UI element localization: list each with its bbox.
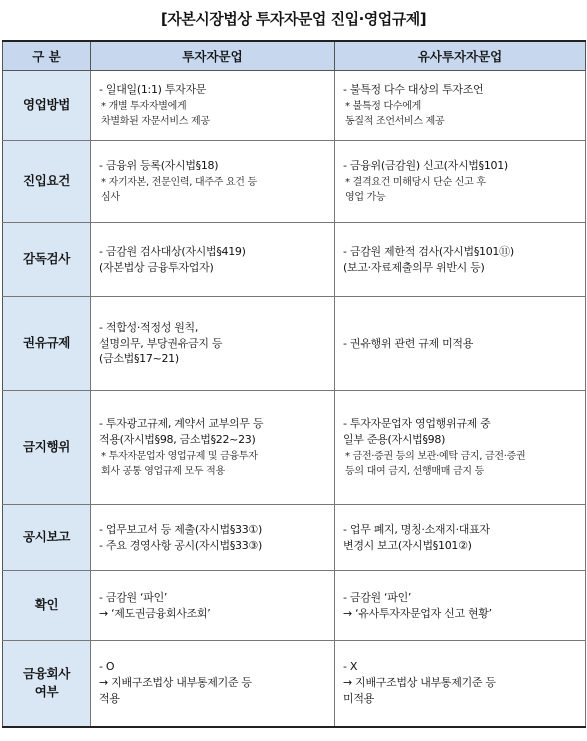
cell-line: (보고·자료제출의무 위반시 등) — [343, 260, 485, 274]
row-label — [3, 505, 91, 571]
cell-line: → ‘제도권금융회사조회’ — [99, 606, 211, 620]
cell-line: - O — [99, 660, 115, 674]
table-row — [3, 71, 586, 141]
row-label — [3, 71, 91, 141]
note-line: 차별화된 자문서비스 제공 — [101, 115, 210, 127]
cell-line: - 불특정 다수 대상의 투자조언 — [343, 82, 484, 96]
row-label — [3, 641, 91, 727]
cell-line: - 금융위(금감원) 신고(자시법§101) — [343, 158, 508, 172]
quasi-advisory-cell — [335, 505, 586, 571]
note-line: * 투자자문업자 영업규제 및 금융투자 — [101, 451, 258, 463]
row-label-text: 여부 — [34, 684, 59, 700]
regulation-table — [2, 40, 586, 728]
note-line: 심사 — [101, 191, 120, 203]
cell-line: 미적용 — [343, 692, 374, 706]
cell-note — [99, 100, 328, 129]
note-line: * 자기자본, 전문인력, 대주주 요건 등 — [101, 177, 257, 189]
cell-line: 적용(자시법§98, 금소법§22~23) — [99, 432, 256, 446]
header-category: 구 분 — [3, 41, 91, 71]
note-line: * 결격요건 미해당시 단순 신고 후 — [345, 177, 486, 189]
row-label-text: 확인 — [34, 597, 59, 613]
cell-line: - 업무 폐지, 명칭·소재지·대표자 — [343, 522, 490, 536]
row-label-text: 금지행위 — [22, 439, 71, 455]
cell-note — [99, 450, 328, 479]
advisory-cell — [91, 71, 335, 141]
cell-line: - 금감원 ‘파인’ — [343, 590, 412, 604]
row-label — [3, 391, 91, 505]
table-row — [3, 505, 586, 571]
cell-line: - 주요 경영사항 공시(자시법§33③) — [99, 538, 262, 552]
row-label — [3, 141, 91, 223]
cell-line: 일부 준용(자시법§98) — [343, 432, 446, 446]
cell-line: (금소법§17~21) — [99, 352, 179, 366]
table-row — [3, 223, 586, 297]
cell-note — [99, 176, 328, 205]
note-line: 등의 대여 금지, 선행매매 금지 등 — [345, 465, 484, 477]
cell-line: 변경시 보고(자시법§101②) — [343, 538, 472, 552]
row-label-text: 영업방법 — [22, 97, 71, 113]
row-label-text: 진입요건 — [22, 173, 71, 189]
cell-line: - 일대일(1:1) 투자자문 — [99, 82, 207, 96]
row-label-text: 감독검사 — [22, 251, 71, 267]
quasi-advisory-cell — [335, 223, 586, 297]
row-label — [3, 297, 91, 391]
cell-line: - X — [343, 660, 358, 674]
note-line: 영업 가능 — [345, 191, 386, 203]
page-title: [자본시장법상 투자자문업 진입·영업규제] — [160, 10, 427, 28]
cell-line: - 권유행위 관련 규제 미적용 — [343, 336, 474, 350]
table-row — [3, 141, 586, 223]
advisory-cell — [91, 297, 335, 391]
quasi-advisory-cell — [335, 641, 586, 727]
note-line: * 불특정 다수에게 — [345, 101, 421, 113]
table-row — [3, 297, 586, 391]
note-line: 회사 공통 영업규제 모두 적용 — [101, 465, 225, 477]
advisory-cell — [91, 391, 335, 505]
cell-line: - 금감원 검사대상(자시법§419) — [99, 244, 246, 258]
row-label-text: 금융회사 — [22, 666, 71, 682]
cell-line: → ‘유사투자자문업자 신고 현황’ — [343, 606, 492, 620]
quasi-advisory-cell — [335, 297, 586, 391]
cell-line: 설명의무, 부당권유금지 등 — [99, 336, 223, 350]
cell-line: - 투자자문업자 영업행위규제 중 — [343, 416, 491, 430]
cell-line: - 금감원 제한적 검사(자시법§101⑪) — [343, 244, 514, 258]
row-label — [3, 571, 91, 641]
cell-note — [343, 176, 579, 205]
header-advisory: 투자자문업 — [91, 41, 335, 71]
table-row — [3, 391, 586, 505]
row-label-text: 권유규제 — [22, 335, 71, 351]
advisory-cell — [91, 505, 335, 571]
cell-note — [343, 450, 579, 479]
table-body — [3, 71, 586, 727]
cell-line: - 금감원 ‘파인’ — [99, 590, 168, 604]
table-row — [3, 571, 586, 641]
cell-line: (자본법상 금융투자업자) — [99, 260, 214, 274]
quasi-advisory-cell — [335, 391, 586, 505]
note-line: * 개별 투자자별에게 — [101, 101, 187, 113]
cell-line: 적용 — [99, 692, 120, 706]
cell-note — [343, 100, 579, 129]
cell-line: - 적합성·적정성 원칙, — [99, 320, 199, 334]
table-row — [3, 641, 586, 727]
note-line: 동질적 조언서비스 제공 — [345, 115, 445, 127]
cell-line: - 업무보고서 등 제출(자시법§33①) — [99, 522, 262, 536]
advisory-cell — [91, 223, 335, 297]
note-line: * 금전·증권 등의 보관·예탁 금지, 금전·증권 — [345, 451, 526, 463]
cell-line: → 지배구조법상 내부통제기준 등 — [343, 676, 496, 690]
row-label-text: 공시보고 — [22, 529, 71, 545]
quasi-advisory-cell — [335, 571, 586, 641]
advisory-cell — [91, 571, 335, 641]
cell-line: - 금융위 등록(자시법§18) — [99, 158, 219, 172]
table-header-row — [3, 41, 586, 71]
quasi-advisory-cell — [335, 141, 586, 223]
quasi-advisory-cell — [335, 71, 586, 141]
row-label — [3, 223, 91, 297]
cell-line: - 투자광고규제, 계약서 교부의무 등 — [99, 416, 264, 430]
cell-line: → 지배구조법상 내부통제기준 등 — [99, 676, 252, 690]
header-quasi-advisory: 유사투자자문업 — [335, 41, 586, 71]
advisory-cell — [91, 141, 335, 223]
advisory-cell — [91, 641, 335, 727]
